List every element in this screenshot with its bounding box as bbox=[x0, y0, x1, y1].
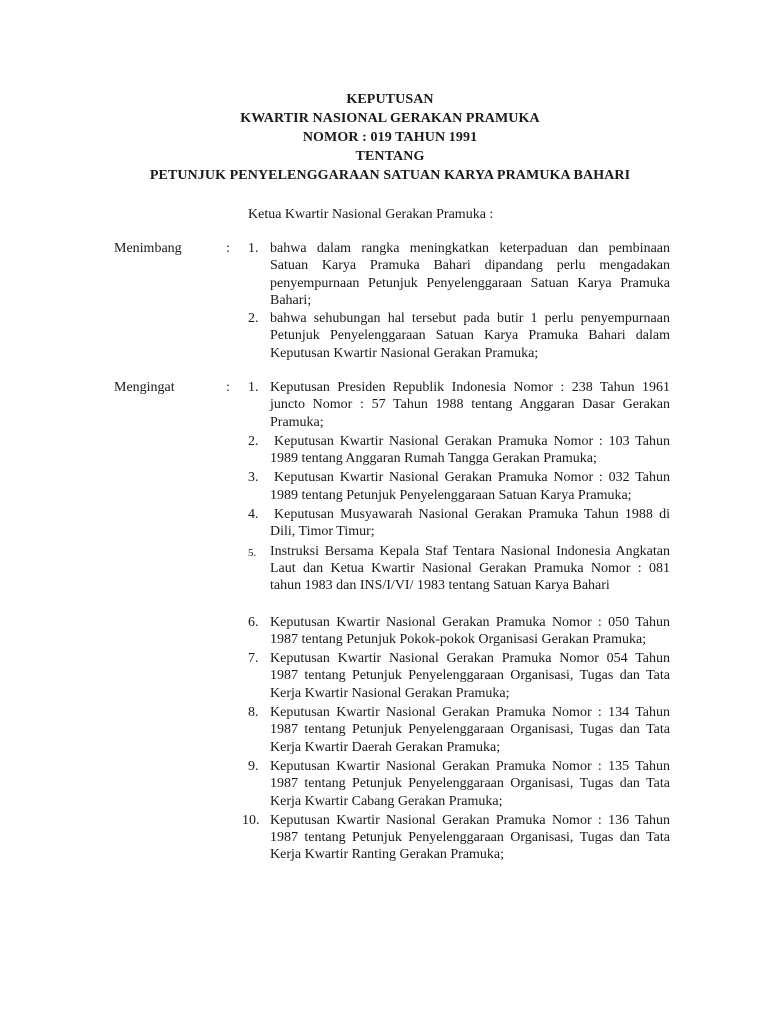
item-text: Keputusan Kwartir Nasional Gerakan Pramuka Nomor : 134 Tahun 1987 tentang Petunjuk Penyelenggaraan Organisasi, Tugas dan Tata Kerja Kwartir Daerah Gerakan Pramuka; bbox=[270, 705, 670, 755]
menimbang-label: Menimbang bbox=[114, 241, 182, 256]
item-text: Keputusan Kwartir Nasional Gerakan Pramuka Nomor : 050 Tahun 1987 tentang Petunjuk Pokok-pokok Organisasi Gerakan Pramuka; bbox=[270, 614, 670, 647]
mengingat-colon: : bbox=[226, 380, 230, 395]
list-item bbox=[248, 704, 670, 756]
item-number: 6. bbox=[248, 614, 259, 630]
item-text: Keputusan Presiden Republik Indonesia Nomor : 238 Tahun 1961 juncto Nomor : 57 Tahun 1988 tentang Anggaran Dasar Gerakan Pramuka; bbox=[270, 380, 670, 430]
item-number: 4. bbox=[248, 507, 259, 523]
list-item bbox=[248, 379, 670, 431]
list-item bbox=[248, 433, 670, 468]
item-number: 3. bbox=[248, 470, 259, 486]
item-number: 1. bbox=[248, 241, 259, 256]
item-number: 7. bbox=[248, 651, 259, 667]
item-number: 9. bbox=[248, 758, 259, 774]
item-text: Instruksi Bersama Kepala Staf Tentara Nasional Indonesia Angkatan Laut dan Ketua Kwartir Nasional Gerakan Pramuka Nomor : 081 tahun 1983 dan INS/I/VI/ 1983 tentang Satuan Karya Bahari bbox=[270, 543, 670, 594]
item-text: Keputusan Kwartir Nasional Gerakan Pramuka Nomor : 103 Tahun 1989 tentang Anggaran Rumah Tangga Gerakan Pramuka; bbox=[270, 433, 670, 467]
item-text: bahwa sehubungan hal tersebut pada butir 1 perlu penyempurnaan Petunjuk Penyelenggaraan Satuan Karya Pramuka Bahari dalam Keputusan Kwartir Nasional Gerakan Pramuka; bbox=[270, 311, 670, 361]
item-text: Keputusan Kwartir Nasional Gerakan Pramuka Nomor : 135 Tahun 1987 tentang Petunjuk Penyelenggaraan Organisasi, Tugas dan Tata Kerja Kwartir Cabang Gerakan Pramuka; bbox=[270, 758, 670, 809]
list-item bbox=[248, 543, 670, 595]
item-number: 2. bbox=[248, 433, 259, 449]
item-number: 8. bbox=[248, 705, 259, 721]
list-item bbox=[248, 240, 670, 309]
item-text: bahwa dalam rangka meningkatkan keterpaduan dan pembinaan Satuan Karya Pramuka Bahari dipandang perlu mengadakan penyempurnaan Petunjuk Penyelenggaraan Satuan Karya Pramuka Bahari; bbox=[270, 241, 670, 308]
mengingat-list bbox=[242, 379, 670, 864]
menimbang-list bbox=[248, 240, 670, 362]
item-text: Keputusan Musyawarah Nasional Gerakan Pramuka Tahun 1988 di Dili, Timor Timur; bbox=[270, 507, 670, 540]
item-text: Keputusan Kwartir Nasional Gerakan Pramuka Nomor : 136 Tahun 1987 tentang Petunjuk Penyelenggaraan Organisasi, Tugas dan Tata Kerja Kwartir Ranting Gerakan Pramuka; bbox=[270, 812, 670, 863]
title-line-number: NOMOR : 019 TAHUN 1991 bbox=[302, 130, 478, 145]
item-number: 2. bbox=[248, 311, 259, 327]
item-text: Keputusan Kwartir Nasional Gerakan Pramuka Nomor 054 Tahun 1987 tentang Petunjuk Penyelenggaraan Organisasi, Tugas dan Tata Kerja Kwartir Nasional Gerakan Pramuka; bbox=[270, 651, 670, 701]
list-item bbox=[242, 812, 670, 864]
list-item bbox=[248, 614, 670, 649]
document-title bbox=[0, 90, 768, 185]
item-number: 10. bbox=[242, 812, 260, 828]
item-text: Keputusan Kwartir Nasional Gerakan Pramuka Nomor : 032 Tahun 1989 tentang Petunjuk Penyelenggaraan Satuan Karya Pramuka; bbox=[270, 470, 670, 503]
mengingat-label: Mengingat bbox=[114, 380, 175, 395]
title-line-subject: PETUNJUK PENYELENGGARAAN SATUAN KARYA PRAMUKA BAHARI bbox=[149, 168, 631, 183]
title-line-organization: KWARTIR NASIONAL GERAKAN PRAMUKA bbox=[240, 111, 540, 126]
title-line-keputusan: KEPUTUSAN bbox=[346, 92, 434, 107]
item-number: 1. bbox=[248, 380, 259, 395]
list-item bbox=[248, 469, 670, 504]
opening-line: Ketua Kwartir Nasional Gerakan Pramuka : bbox=[248, 207, 494, 222]
list-item bbox=[248, 758, 670, 810]
list-item bbox=[248, 310, 670, 362]
title-line-tentang: TENTANG bbox=[355, 149, 425, 164]
item-number: 5. bbox=[248, 546, 257, 559]
list-item bbox=[248, 506, 670, 541]
menimbang-colon: : bbox=[226, 241, 230, 256]
list-item bbox=[248, 650, 670, 702]
